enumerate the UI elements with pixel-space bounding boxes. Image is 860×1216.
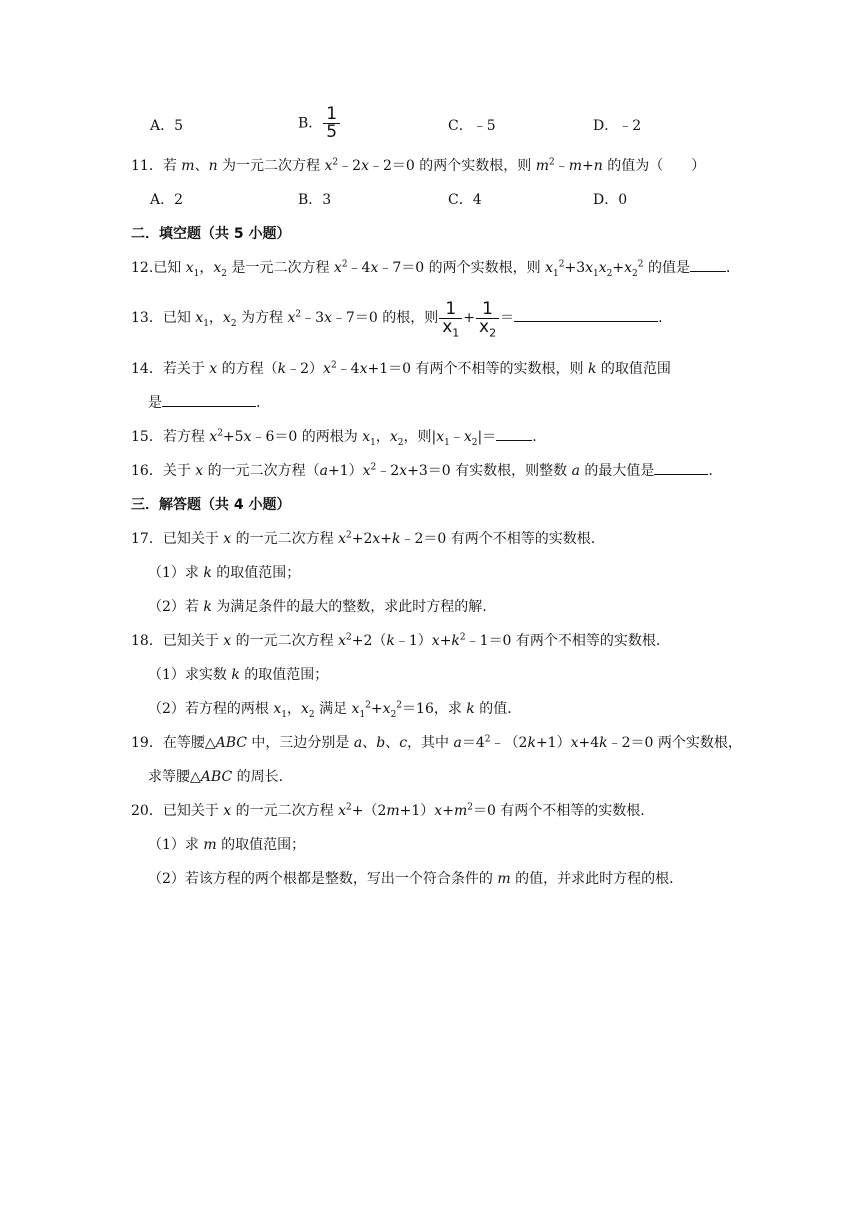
question-18: 18．已知关于 x 的一元二次方程 $x^2+2(k﹣1)x+k^2﹣1=0$ 有两个不相等的实数根. bbox=[131, 632, 661, 649]
question-18-part-2: （2）若方程的两根 $x_1$，$x_2$ 满足 $x_1^2+x_2^2=16$，求 k 的值. bbox=[148, 700, 512, 720]
question-17-part-2: （2）若 k 为满足条件的最大的整数，求此时方程的解. bbox=[148, 599, 487, 615]
answer-blank bbox=[654, 461, 708, 475]
question-20-part-2: （2）若该方程的两个根都是整数，写出一个符合条件的 m 的值，并求此时方程的根. bbox=[148, 871, 674, 887]
question-18-part-1: （1）求实数 k 的取值范围； bbox=[148, 667, 329, 683]
question-17-part-1: （1）求 k 的取值范围； bbox=[148, 565, 301, 581]
question-11: 11．若 m、n 为一元二次方程 $x^2﹣2x﹣2=0$ 的两个实数根，则 $m^2﹣m+n$ 的值为（ ） bbox=[131, 157, 706, 174]
answer-blank bbox=[162, 393, 256, 407]
question-20: 20．已知关于 x 的一元二次方程 $x^2+(2m+1)x+m^2=0$ 有两个不相等的实数根. bbox=[131, 802, 645, 819]
section-heading-solutions: 三．解答题（共 4 小题） bbox=[131, 497, 291, 513]
option-a: A．2 bbox=[150, 192, 184, 208]
question-19-continued: 求等腰△ABC 的周长. bbox=[148, 769, 284, 785]
question-16: 16．关于 x 的一元二次方程$(a+1)x^2﹣2x+3=0$ 有实数根，则整数 a 的最大值是 . bbox=[131, 462, 713, 479]
fraction-1-over-x1: $\frac{1}{x_1}$ bbox=[439, 301, 462, 336]
option-b: B． $\frac{1}{5}$ bbox=[298, 106, 341, 141]
option-d: D．﹣2 bbox=[593, 118, 642, 134]
option-c: C．4 bbox=[448, 192, 482, 208]
question-12: 12.已知 $x_1$，$x_2$ 是一元二次方程 $x^2﹣4x﹣7=0$ 的两个实数根，则 $x_1^2+3x_1x_2+x_2^2$ 的值是 ． bbox=[131, 259, 740, 279]
option-d: D．0 bbox=[593, 192, 628, 208]
option-b: B．3 bbox=[298, 192, 332, 208]
fraction-one-fifth: $\frac{1}{5}$ bbox=[323, 106, 340, 141]
question-19: 19．在等腰△ABC 中，三边分别是 a、b、c，其中 $a=4^2﹣(2k+1)x+4k﹣2=0$ 两个实数根， bbox=[131, 734, 742, 751]
answer-blank bbox=[690, 258, 726, 272]
answer-blank bbox=[514, 308, 658, 322]
question-14-continued: 是 . bbox=[148, 395, 261, 411]
question-17: 17．已知关于 x 的一元二次方程 $x^2+2x+k﹣2=0$ 有两个不相等的实数根. bbox=[131, 530, 596, 547]
question-13: 13．已知 $x_1$，$x_2$ 为方程 $x^2﹣3x﹣7=0$ 的根，则 $\frac{1}{x_1}$ + $\frac{1}{x_2}$ ＝ . bbox=[131, 298, 663, 339]
section-heading-fill-in: 二．填空题（共 5 小题） bbox=[131, 226, 291, 242]
question-20-part-1: （1）求 m 的取值范围； bbox=[148, 837, 306, 853]
option-a: A．5 bbox=[150, 118, 184, 134]
question-14: 14．若关于 x 的方程$(k﹣2)x^2﹣4x+1=0$ 有两个不相等的实数根，则 k 的取值范围 bbox=[131, 360, 671, 377]
fraction-1-over-x2: $\frac{1}{x_2}$ bbox=[476, 301, 499, 336]
option-c: C．﹣5 bbox=[448, 118, 496, 134]
answer-blank bbox=[496, 427, 532, 441]
question-15: 15．若方程 $x^2+5x﹣6=0$ 的两根为 $x_1$，$x_2$，则$|x_1﹣x_2|=$ . bbox=[131, 428, 537, 448]
